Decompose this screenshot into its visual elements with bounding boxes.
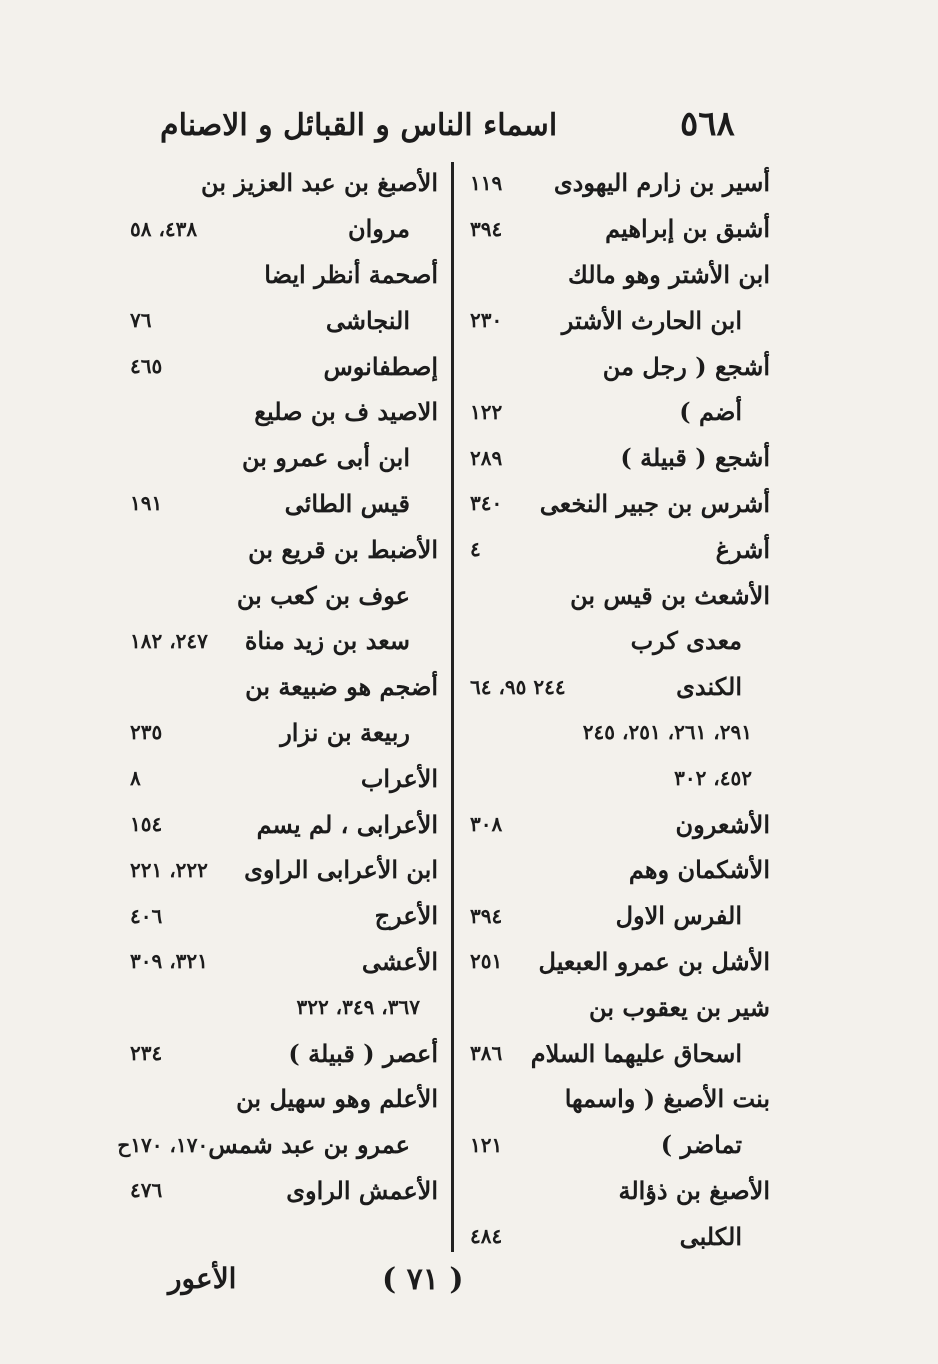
entry-pages: ٢٥١	[470, 949, 503, 974]
entry-pages: ٤٨٤	[470, 1224, 503, 1249]
entry-pages: ٣٨٦	[470, 1041, 503, 1066]
entry-name: الأعرابى ، لم يسم	[256, 809, 438, 839]
index-entry	[470, 939, 770, 985]
entry-pages: ٣٦٧، ٣٤٩، ٣٢٢	[296, 995, 420, 1020]
entry-name: الأشل بن عمرو العبعيل	[538, 946, 770, 976]
entry-name: أشرغ	[715, 534, 770, 564]
index-entry	[470, 343, 770, 389]
entry-name: الأعلم وهو سهيل بن	[236, 1084, 438, 1114]
index-entry	[130, 710, 438, 756]
index-entry	[470, 1076, 770, 1122]
entry-pages: ٤٧٦	[130, 1178, 163, 1203]
entry-name: الأصبغ بن عبد العزيز بن	[201, 168, 438, 198]
entry-name: معدى كرب	[630, 626, 742, 656]
signature-mark: ( ٧١ )	[382, 1262, 464, 1297]
index-entry	[470, 664, 770, 710]
index-entry	[130, 297, 438, 343]
index-entry	[130, 984, 438, 1030]
entry-name: سعد بن زيد مناة	[244, 626, 410, 656]
entry-name: قيس الطائى	[284, 488, 410, 518]
catchword: الأعور	[168, 1262, 237, 1295]
index-entry	[470, 755, 770, 801]
index-entry	[130, 801, 438, 847]
entry-name: الأشعرون	[675, 809, 770, 839]
entry-name: الأضبط بن قريع بن	[248, 534, 438, 564]
index-entry	[130, 1030, 438, 1076]
index-entry	[470, 435, 770, 481]
entry-name: بنت الأصبغ ( واسمها	[564, 1084, 770, 1114]
index-entry	[470, 297, 770, 343]
entry-pages: ٤٣٨، ٥٨	[130, 216, 198, 241]
entry-name: أعصر ( قبيلة )	[288, 1038, 438, 1068]
index-entry	[130, 618, 438, 664]
index-entry	[130, 1076, 438, 1122]
entry-name: الأعشى	[361, 946, 438, 976]
index-column-right	[470, 160, 770, 1259]
entry-pages: ٢٣٤	[130, 1041, 163, 1066]
entry-pages: ١٧٠، ١٧٠ح	[117, 1132, 209, 1157]
entry-pages: ٣٢١، ٣٠٩	[130, 949, 208, 974]
entry-name: أشرس بن جبير النخعى	[539, 488, 770, 518]
entry-name: ابن الأعرابى الراوى	[244, 855, 438, 885]
entry-pages: ٨	[130, 766, 141, 791]
entry-name: الفرس الاول	[615, 901, 742, 931]
index-column-left	[117, 160, 438, 1213]
index-entry	[470, 1213, 770, 1259]
running-title: اسماء الناس و القبائل و الاصنام	[160, 108, 558, 143]
entry-name: أشجع ( قبيلة )	[620, 443, 770, 473]
index-entry	[470, 710, 770, 756]
index-entry	[470, 1168, 770, 1214]
index-entry	[470, 893, 770, 939]
column-divider	[451, 162, 454, 1252]
entry-pages: ٢٣٠	[470, 308, 503, 333]
entry-name: أسير بن زارم اليهودى	[553, 168, 770, 198]
entry-name: عمرو بن عبد شمس	[208, 1130, 410, 1160]
index-entry	[470, 389, 770, 435]
index-entry	[130, 664, 438, 710]
index-entry	[130, 847, 438, 893]
index-entry	[130, 343, 438, 389]
index-entry	[470, 984, 770, 1030]
entry-name: الكندى	[676, 672, 742, 702]
entry-pages: ١٢١	[470, 1132, 503, 1157]
entry-name: ابن الأشتر وهو مالك	[568, 259, 770, 289]
index-entry	[130, 389, 438, 435]
index-entry	[130, 1168, 438, 1214]
entry-name: مروان	[348, 214, 410, 244]
index-entry	[470, 801, 770, 847]
entry-name: الأعراب	[360, 763, 438, 793]
index-entry	[130, 160, 438, 206]
entry-pages: ٢٨٩	[470, 445, 503, 470]
entry-pages: ٤٠٦	[130, 903, 163, 928]
index-entry	[130, 526, 438, 572]
entry-name: الأعرج	[374, 901, 438, 931]
entry-name: اسحاق عليهما السلام	[530, 1038, 742, 1068]
entry-name: الأعمش الراوى	[286, 1175, 438, 1205]
entry-name: الأشعث بن قيس بن	[570, 580, 770, 610]
entry-pages: ٤٥٢، ٣٠٢	[674, 766, 752, 791]
entry-name: ربيعة بن نزار	[280, 717, 410, 747]
entry-pages: ٣٩٤	[470, 903, 503, 928]
entry-pages: ٢٤٧، ١٨٢	[130, 628, 208, 653]
entry-pages: ٣٠٨	[470, 812, 503, 837]
page-number: ٥٦٨	[680, 104, 735, 144]
entry-pages: ٤	[470, 537, 481, 562]
entry-name: أشجع ( رجل من	[602, 351, 770, 381]
entry-name: ابن الحارث الأشتر	[561, 305, 742, 335]
entry-name: شير بن يعقوب بن	[589, 992, 770, 1022]
index-entry	[470, 526, 770, 572]
entry-name: أصحمة أنظر ايضا	[264, 259, 438, 289]
entry-pages: ٢٤٤ ٩٥، ٦٤	[470, 674, 566, 699]
index-entry	[470, 572, 770, 618]
index-entry	[117, 1122, 438, 1168]
index-entry	[470, 618, 770, 664]
entry-pages: ٧٦	[130, 308, 152, 333]
entry-pages: ٢٢٢، ٢٢١	[130, 857, 208, 882]
entry-name: النجاشى	[325, 305, 410, 335]
index-entry	[130, 481, 438, 527]
index-entry	[470, 847, 770, 893]
entry-pages: ٢٩١، ٢٦١، ٢٥١، ٢٤٥	[582, 720, 752, 745]
index-entry	[130, 939, 438, 985]
entry-pages: ١٢٢	[470, 399, 503, 424]
entry-name: الكلبى	[679, 1221, 742, 1251]
entry-pages: ١٩١	[130, 491, 163, 516]
entry-pages: ٣٩٤	[470, 216, 503, 241]
index-entry	[470, 206, 770, 252]
entry-name: تماضر )	[660, 1130, 742, 1160]
index-entry	[130, 572, 438, 618]
index-entry	[130, 252, 438, 298]
entry-pages: ١٥٤	[130, 812, 163, 837]
index-entry	[130, 893, 438, 939]
entry-pages: ٢٣٥	[130, 720, 163, 745]
index-entry	[130, 435, 438, 481]
entry-name: الأصبغ بن ذؤالة	[618, 1175, 770, 1205]
index-entry	[130, 755, 438, 801]
entry-name: أضم )	[679, 397, 742, 427]
entry-pages: ٤٦٥	[130, 354, 163, 379]
entry-name: الاصيد ف بن صليع	[254, 397, 438, 427]
index-entry	[470, 160, 770, 206]
entry-name: أشبق بن إبراهيم	[605, 214, 770, 244]
entry-name: الأشكمان وهم	[628, 855, 770, 885]
entry-pages: ١١٩	[470, 170, 503, 195]
entry-pages: ٣٤٠	[470, 491, 503, 516]
entry-name: ابن أبى عمرو بن	[241, 443, 410, 473]
entry-name: إصطفانوس	[323, 351, 438, 381]
index-entry	[130, 206, 438, 252]
entry-name: عوف بن كعب بن	[236, 580, 410, 610]
index-entry	[470, 481, 770, 527]
index-entry	[470, 252, 770, 298]
entry-name: أضجم هو ضبيعة بن	[245, 672, 438, 702]
index-entry	[470, 1030, 770, 1076]
index-entry	[470, 1122, 770, 1168]
